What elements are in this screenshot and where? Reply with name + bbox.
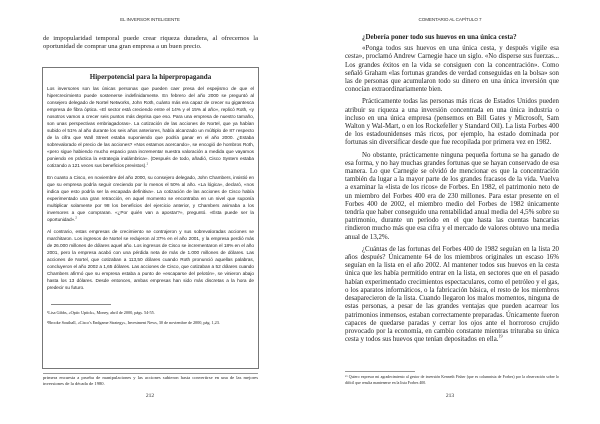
footnote-divider xyxy=(345,371,415,372)
box-paragraph: Al contrario, estas empresas de crecimiento se contrajeron y sus sobrevaloradas acciones se marchitaron. Los ingresos de Nortel se redujeron al 37% en el año 2001, y la empresa perdió más de 26.000 millones de dólares aquel año. Los ingresos de Cisco se incrementaron el 18% en el año 2001, pero la empresa acabó con una pérdida neta de más de 1.000 millones de dólares. Las acciones de Nortel, que cotizaban a 113,50 dólares cuando Roth pronunció aquellas palabras, concluyeron el año 2002 a 1,65 dólares. Las acciones de Cisco, que cotizaban a 52 dólares cuando Chambers afirmó que su empresa estaba a punto de «escaparse del pelotón», se vinieron abajo hasta los 13 dólares. Desde entonces, ambas empresas han sido más discretas a la hora de predecir su futuro. xyxy=(47,230,254,291)
paragraph-text: ¿Cuántas de las fortunas del Forbes 400 de 1982 seguían en la lista 20 años después? Únicamente 64 de los miembros originales un escaso 16% seguían en la lista en el año 2002. Al mantener todos sus huevos en la cesta única que les había permitido entrar en la lista, en sectores que en el pasado habían experimentado crecimientos espectaculares, como el petróleo y el gas, o los aparatos informáticos, o la fabricación básica, el resto de los miembros desaparecieron de la lista. Cuando llegaron los malos momentos, ninguna de estas personas, a pesar de las grandes ventajas que pueden acarrear los patrimonios inmensos, estaban correctamente preparadas. Únicamente fueron capaces de quedarse paradas y cerrar los ojos ante el horroroso crujido provocado por la economía, en cambio constante mientras trituraba su única cesta y todos sus huevos que tenían depositados en ella. xyxy=(345,245,559,344)
footnote-divider xyxy=(43,373,258,374)
box-title: Hiperpotencial para la hiperpropaganda xyxy=(89,73,212,81)
paragraph: No obstante, prácticamente ninguna pequeña fortuna se ha ganado de esa forma, y no hay muchas grandes fortunas que se hayan conservado de esa manera. Lo que Carnegie se olvidó de mencionar es que la concentración también da lugar a la mayor parte de los grandes fracasos de la vida. Vuelva a examinar la «lista de los ricos» de Forbes. En 1982, el patrimonio neto de un miembro del Forbes 400 era de 230 millones. Para estar presente en el Forbes 400 de 2002, el miembro medio del Forbes de 1982 únicamente tendría que haber conseguido una rentabilidad anual media del 4,5% sobre su patrimonio, durante un período en el que hasta las cuentas bancarias rindieron mucho más que esa cifra y el mercado de valores obtuvo una media anual de 13,2%. xyxy=(345,151,559,241)
box-paragraph-text: Los inversores son las únicas personas que pueden caer presa del espejismo de que el hipercrecimiento puede sostenerse indefinidamente. En febrero del año 2000 se preguntó al consejero delegado de Nortel Networks, John Roth, cuánto más era capaz de crecer su gigantesca empresa de fibra óptica. «El sector está creciendo entre el 14% y el 15% al año», replicó Roth, «y nosotros vamos a crecer seis puntos más deprisa que eso. Para una empresa de nuestro tamaño, son unas perspectivas embriagadoras». La cotización de las acciones de Nortel, que ya habían subido el 51% al año durante los seis años anteriores, había alcanzado un múltiplo de 87 respecto de la cifra que Wall Street estaba suponiendo que podría ganar en el año 2000. ¿Estaba sobrevalorado el precio de las acciones? «Nos estamos acercando», se encogió de hombros Roth, «pero sigue habiendo mucho espacio para incrementar nuestra valoración a medida que vayamos poniendo en práctica la estrategia inalámbrica». (Después de todo, añadió, Cisco System estaba cotizando a 121 veces sus beneficios previstos). xyxy=(47,87,254,169)
footnote-ref[interactable]: 2 xyxy=(75,215,77,220)
footnote: ²Brooke Southall, «Cisco's Endgame Strategy», Investment News, 30 de noviembre de 2000, pág. 1,23. xyxy=(47,320,220,325)
page-number: 213 xyxy=(445,393,455,399)
running-header: EL INVERSOR INTELIGENTE xyxy=(120,17,180,22)
footnote: ¹⁹ Quiero expresar mi agradecimiento al gestor de inversión Kenneth Fisher (que es columnista de Forbes) por la observación sobre lo difícil que resulta mantenerse en la lista Forbes 400. xyxy=(345,375,559,385)
box-paragraph xyxy=(47,86,254,170)
box-paragraph-text: En cuanto a Cisco, en noviembre del año 2000, su consejero delegado, John Chambers, insistió en que su empresa podría seguir creciendo por lo menos el 50% al año. «La lógica», declaró, «nos indica que esto podría ser la escapada definitiva». La cotización de las acciones de Cisco había experimentado una gran retracción, en aquel momento se encontraba en un nivel que suponía multiplicar solamente por 98 los beneficios del ejercicio anterior, y Chambers animaba a los inversores a que compraran. «¿Por quién van a apostar?», preguntó. «Ésta puede ser la oportunidad». xyxy=(47,176,254,223)
footnote-divider xyxy=(51,304,111,305)
body-text xyxy=(345,33,559,348)
sidebar-box xyxy=(42,67,259,369)
page-number: 212 xyxy=(145,393,155,399)
paragraph: «Ponga todos sus huevos en una única cesta, y después vigile esa cesta», proclamó Andrew Carnegie hace un siglo. «No disperse sus fuerzas... Los grandes éxitos en la vida se consiguen con la concentración». Como señaló Graham «las fortunas grandes de verdad conseguidas en la bolsa» son las de personas que acumularon todo su dinero en una única inversión que conocían extraordinariamente bien. xyxy=(345,45,559,94)
continued-footnote: primera encuesta a prueba de manipulaciones y las acciones subieron hasta convertirse en una de las mejores inversiones de la década de 1980. xyxy=(43,375,258,386)
footnote: ¹Lisa Gibbs, «Optic Uptick», Money, abril de 2000, págs. 54-55. xyxy=(47,310,155,315)
paragraph: Prácticamente todas las personas más ricas de Estados Unidos pueden atribuir su riqueza a una inversión concentrada en una única industria o incluso en una única empresa (pensemos en Bill Gates y Microsoft, Sam Walton y Wal-Mart, o en los Rockefeller y Standard Oil). La lista Forbes 400 de los estadounidenses más ricos, por ejemplo, ha estado dominada por fortunas sin diversificar desde que fue recopilada por primera vez en 1982. xyxy=(345,98,559,147)
box-paragraph xyxy=(47,175,254,224)
running-header: COMENTARIO AL CAPÍTULO 7 xyxy=(418,17,482,22)
paragraph xyxy=(345,246,559,344)
right-page xyxy=(300,0,600,424)
intro-paragraph: de impopularidad temporal puede crear riqueza duradera, al ofrecernos la oportunidad de comprar una gran empresa a un buen precio. xyxy=(43,35,258,50)
footnote-ref[interactable]: 1 xyxy=(146,161,149,166)
section-heading: ¿Debería poner todo sus huevos en una única cesta? xyxy=(362,33,517,41)
footnote-ref[interactable]: 19 xyxy=(498,333,503,339)
